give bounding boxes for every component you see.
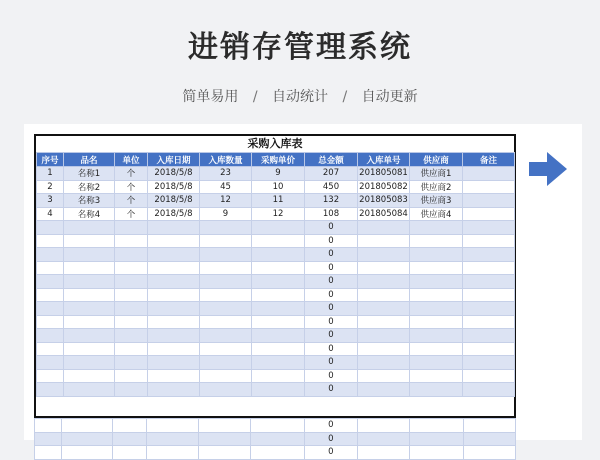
table-cell[interactable]: 9 <box>200 207 252 221</box>
table-cell[interactable]: 4 <box>37 207 64 221</box>
table-cell[interactable] <box>37 356 64 370</box>
table-cell[interactable]: 132 <box>305 194 358 208</box>
table-row <box>37 167 515 181</box>
table-cell[interactable]: 个 <box>115 194 148 208</box>
table-cell[interactable] <box>64 248 115 262</box>
table-cell[interactable]: 9 <box>252 167 305 181</box>
table-cell[interactable] <box>115 248 148 262</box>
table-cell[interactable] <box>252 221 305 235</box>
table-cell[interactable] <box>358 329 410 343</box>
table-row <box>37 302 515 316</box>
table-cell[interactable] <box>37 275 64 289</box>
table-cell[interactable] <box>113 446 146 460</box>
table-cell[interactable] <box>251 446 304 460</box>
table-cell[interactable] <box>410 275 463 289</box>
table-cell[interactable]: 个 <box>115 207 148 221</box>
table-cell[interactable] <box>252 302 305 316</box>
table-cell[interactable] <box>463 234 515 248</box>
table-cell[interactable] <box>37 221 64 235</box>
table-cell[interactable] <box>200 342 252 356</box>
table-cell[interactable] <box>148 315 200 329</box>
table-cell[interactable]: 23 <box>200 167 252 181</box>
table-cell[interactable] <box>37 329 64 343</box>
table-cell[interactable] <box>410 302 463 316</box>
table-cell[interactable] <box>37 315 64 329</box>
table-cell[interactable] <box>148 221 200 235</box>
table-cell[interactable] <box>410 342 463 356</box>
table-cell[interactable] <box>358 302 410 316</box>
table-cell[interactable] <box>35 419 62 433</box>
table-cell[interactable]: 2 <box>37 180 64 194</box>
table-cell[interactable] <box>37 342 64 356</box>
table-cell[interactable] <box>410 419 463 433</box>
table-cell[interactable] <box>37 234 64 248</box>
table-cell[interactable] <box>64 342 115 356</box>
table-cell[interactable] <box>148 234 200 248</box>
table-cell[interactable] <box>410 369 463 383</box>
table-cell[interactable] <box>64 383 115 397</box>
table-cell[interactable] <box>358 221 410 235</box>
subtitle-item: 自动统计 <box>272 89 328 105</box>
column-header: 入库日期 <box>148 153 200 167</box>
table-cell[interactable]: 10 <box>252 180 305 194</box>
purchase-table <box>36 152 515 397</box>
table-cell[interactable] <box>64 288 115 302</box>
table-cell[interactable]: 0 <box>304 446 357 460</box>
table-cell[interactable] <box>358 315 410 329</box>
table-cell[interactable] <box>463 194 515 208</box>
table-cell[interactable] <box>463 329 515 343</box>
table-cell[interactable] <box>410 261 463 275</box>
table-cell[interactable]: 供应商4 <box>410 207 463 221</box>
table-cell[interactable] <box>410 356 463 370</box>
column-header: 入库单号 <box>358 153 410 167</box>
table-cell[interactable] <box>200 302 252 316</box>
table-cell[interactable] <box>463 315 515 329</box>
table-cell[interactable] <box>463 432 515 446</box>
table-cell[interactable] <box>148 383 200 397</box>
table-cell[interactable] <box>251 432 304 446</box>
table-cell[interactable] <box>115 369 148 383</box>
table-cell[interactable] <box>115 261 148 275</box>
table-cell[interactable] <box>115 383 148 397</box>
table-cell[interactable] <box>358 369 410 383</box>
table-cell[interactable] <box>463 221 515 235</box>
table-cell[interactable] <box>252 234 305 248</box>
table-row <box>37 221 515 235</box>
column-header: 序号 <box>37 153 64 167</box>
table-cell[interactable]: 名称4 <box>64 207 115 221</box>
table-cell[interactable]: 3 <box>37 194 64 208</box>
table-cell[interactable]: 个 <box>115 167 148 181</box>
table-cell[interactable] <box>148 342 200 356</box>
table-cell[interactable]: 0 <box>305 383 358 397</box>
table-cell[interactable]: 201805084 <box>359 208 408 219</box>
table-cell[interactable] <box>62 419 113 433</box>
table-cell[interactable] <box>357 432 409 446</box>
table-cell[interactable] <box>200 261 252 275</box>
table-cell[interactable] <box>358 288 410 302</box>
table-cell[interactable] <box>410 315 463 329</box>
table-cell[interactable] <box>463 356 515 370</box>
table-cell[interactable] <box>148 275 200 289</box>
table-cell[interactable]: 2018/5/8 <box>148 207 200 221</box>
table-cell[interactable] <box>115 302 148 316</box>
table-cell[interactable]: 个 <box>115 180 148 194</box>
table-cell[interactable]: 450 <box>305 180 358 194</box>
subtitle-separator: / <box>342 89 348 105</box>
table-cell[interactable] <box>148 329 200 343</box>
table-cell[interactable] <box>62 432 113 446</box>
right-arrow-icon <box>529 150 567 188</box>
table-cell[interactable]: 207 <box>305 167 358 181</box>
table-cell[interactable] <box>64 275 115 289</box>
table-cell[interactable] <box>463 275 515 289</box>
table-cell[interactable] <box>410 432 463 446</box>
table-cell[interactable] <box>200 329 252 343</box>
table-cell[interactable] <box>62 446 113 460</box>
table-cell[interactable] <box>115 329 148 343</box>
column-header: 备注 <box>463 153 515 167</box>
table-row <box>35 432 516 446</box>
table-cell[interactable] <box>252 329 305 343</box>
table-cell[interactable] <box>146 419 198 433</box>
table-cell[interactable]: 0 <box>305 234 358 248</box>
table-row <box>37 207 515 221</box>
table-cell[interactable] <box>148 261 200 275</box>
table-cell[interactable]: 0 <box>304 419 357 433</box>
table-cell[interactable] <box>252 248 305 262</box>
table-cell[interactable] <box>358 234 410 248</box>
table-cell[interactable] <box>148 288 200 302</box>
table-cell[interactable]: 0 <box>305 329 358 343</box>
table-cell[interactable]: 45 <box>200 180 252 194</box>
table-cell[interactable] <box>64 261 115 275</box>
table-cell[interactable] <box>200 369 252 383</box>
table-cell[interactable] <box>148 356 200 370</box>
table-cell[interactable] <box>64 302 115 316</box>
table-cell[interactable] <box>113 432 146 446</box>
table-cell[interactable] <box>358 356 410 370</box>
table-cell[interactable]: 0 <box>305 275 358 289</box>
table-row <box>37 342 515 356</box>
table-cell[interactable] <box>115 315 148 329</box>
subtitle-item: 简单易用 <box>182 89 239 105</box>
table-cell[interactable] <box>148 302 200 316</box>
table-cell[interactable] <box>410 329 463 343</box>
table-cell[interactable] <box>64 234 115 248</box>
table-cell[interactable] <box>410 221 463 235</box>
table-row <box>35 419 516 433</box>
table-cell[interactable]: 0 <box>304 432 357 446</box>
column-header: 供应商 <box>410 153 463 167</box>
column-header: 总金额 <box>305 153 358 167</box>
table-cell[interactable]: 12 <box>252 207 305 221</box>
table-cell[interactable] <box>358 383 410 397</box>
table-cell[interactable] <box>410 248 463 262</box>
table-cell[interactable] <box>64 221 115 235</box>
table-cell[interactable]: 12 <box>200 194 252 208</box>
table-cell[interactable]: 名称2 <box>64 180 115 194</box>
table-row <box>35 446 516 460</box>
table-cell[interactable] <box>148 369 200 383</box>
table-row <box>37 234 515 248</box>
table-cell[interactable]: 0 <box>305 356 358 370</box>
table-cell[interactable] <box>252 369 305 383</box>
column-header: 采购单价 <box>252 153 305 167</box>
table-cell[interactable] <box>463 288 515 302</box>
table-cell[interactable] <box>200 234 252 248</box>
table-body <box>37 167 515 397</box>
table-cell[interactable] <box>252 383 305 397</box>
overflow-body <box>35 419 516 460</box>
table-row <box>37 194 515 208</box>
overflow-rows <box>34 418 516 460</box>
table-cell[interactable]: 0 <box>305 261 358 275</box>
table-cell[interactable] <box>200 383 252 397</box>
table-cell[interactable]: 11 <box>252 194 305 208</box>
table-cell[interactable] <box>64 315 115 329</box>
table-cell[interactable] <box>115 288 148 302</box>
table-cell[interactable] <box>115 234 148 248</box>
table-cell[interactable] <box>200 275 252 289</box>
table-cell[interactable] <box>113 419 146 433</box>
table-row <box>37 180 515 194</box>
table-cell[interactable]: 0 <box>305 315 358 329</box>
table-row <box>37 329 515 343</box>
table-cell[interactable]: 108 <box>305 207 358 221</box>
table-cell[interactable] <box>200 248 252 262</box>
table-row <box>37 356 515 370</box>
table-cell[interactable] <box>463 261 515 275</box>
table-cell[interactable] <box>37 302 64 316</box>
table-cell[interactable] <box>410 288 463 302</box>
table-cell[interactable]: 名称1 <box>64 167 115 181</box>
table-cell[interactable] <box>463 342 515 356</box>
table-row <box>37 369 515 383</box>
spreadsheet-preview <box>24 124 582 458</box>
column-header: 单位 <box>115 153 148 167</box>
table-cell[interactable]: 0 <box>305 302 358 316</box>
table-cell[interactable] <box>358 342 410 356</box>
table-cell[interactable]: 0 <box>305 288 358 302</box>
table-cell[interactable] <box>115 356 148 370</box>
table-cell[interactable] <box>200 221 252 235</box>
table-cell[interactable] <box>115 221 148 235</box>
table-cell[interactable] <box>252 275 305 289</box>
subtitle-item: 自动更新 <box>361 89 418 105</box>
column-header: 品名 <box>64 153 115 167</box>
table-cell[interactable] <box>115 275 148 289</box>
table-cell[interactable] <box>410 446 463 460</box>
table-row <box>37 288 515 302</box>
table-cell[interactable] <box>463 248 515 262</box>
subtitle <box>0 86 600 106</box>
table-cell[interactable]: 201805081 <box>359 168 408 179</box>
table-cell[interactable] <box>463 419 515 433</box>
table-cell[interactable] <box>64 356 115 370</box>
table-cell[interactable] <box>200 288 252 302</box>
table-row <box>37 275 515 289</box>
table-cell[interactable] <box>252 288 305 302</box>
page-title: 进销存管理系统 <box>188 30 412 65</box>
purchase-table-frame <box>34 134 516 418</box>
table-cell[interactable] <box>200 315 252 329</box>
table-cell[interactable] <box>37 369 64 383</box>
table-cell[interactable]: 0 <box>305 369 358 383</box>
table-cell[interactable]: 供应商3 <box>410 194 463 208</box>
table-cell[interactable] <box>148 248 200 262</box>
table-cell[interactable] <box>37 383 64 397</box>
table-cell[interactable] <box>252 342 305 356</box>
table-cell[interactable]: 名称3 <box>64 194 115 208</box>
table-cell[interactable] <box>146 432 198 446</box>
table-cell[interactable] <box>357 446 409 460</box>
table-row <box>37 315 515 329</box>
table-cell[interactable] <box>64 369 115 383</box>
table-cell[interactable] <box>37 261 64 275</box>
table-cell[interactable] <box>463 369 515 383</box>
table-row <box>37 248 515 262</box>
table-row <box>37 383 515 397</box>
subtitle-separator: / <box>252 89 258 105</box>
table-cell[interactable] <box>198 446 250 460</box>
table-cell[interactable] <box>198 419 250 433</box>
table-cell[interactable] <box>252 315 305 329</box>
table-cell[interactable]: 0 <box>305 221 358 235</box>
table-cell[interactable] <box>463 302 515 316</box>
table-cell[interactable] <box>463 207 515 221</box>
table-cell[interactable] <box>358 275 410 289</box>
table-cell[interactable] <box>37 248 64 262</box>
column-header: 入库数量 <box>200 153 252 167</box>
table-cell[interactable] <box>463 167 515 181</box>
table-cell[interactable] <box>198 432 250 446</box>
table-cell[interactable] <box>463 383 515 397</box>
table-cell[interactable] <box>35 432 62 446</box>
table-cell[interactable]: 201805082 <box>359 181 408 192</box>
table-cell[interactable]: 供应商2 <box>410 180 463 194</box>
table-cell[interactable] <box>200 356 252 370</box>
table-cell[interactable]: 0 <box>305 342 358 356</box>
table-cell[interactable] <box>410 383 463 397</box>
table-cell[interactable]: 201805083 <box>359 195 408 206</box>
table-cell[interactable] <box>410 234 463 248</box>
table-cell[interactable] <box>358 248 410 262</box>
table-header-row <box>37 153 515 167</box>
table-cell[interactable] <box>64 329 115 343</box>
table-title: 采购入库表 <box>36 136 514 152</box>
table-cell[interactable] <box>252 261 305 275</box>
table-cell[interactable] <box>251 419 304 433</box>
table-cell[interactable]: 2018/5/8 <box>148 194 200 208</box>
table-cell[interactable] <box>358 261 410 275</box>
table-cell[interactable]: 0 <box>305 248 358 262</box>
table-row <box>37 261 515 275</box>
table-cell[interactable]: 1 <box>37 167 64 181</box>
table-cell[interactable] <box>35 446 62 460</box>
table-cell[interactable]: 2018/5/8 <box>148 167 200 181</box>
table-cell[interactable]: 2018/5/8 <box>148 180 200 194</box>
table-cell[interactable] <box>252 356 305 370</box>
table-cell[interactable] <box>146 446 198 460</box>
table-cell[interactable]: 供应商1 <box>410 167 463 181</box>
table-cell[interactable] <box>115 342 148 356</box>
table-cell[interactable] <box>357 419 409 433</box>
table-cell[interactable] <box>37 288 64 302</box>
table-cell[interactable] <box>463 446 515 460</box>
table-cell[interactable] <box>463 180 515 194</box>
